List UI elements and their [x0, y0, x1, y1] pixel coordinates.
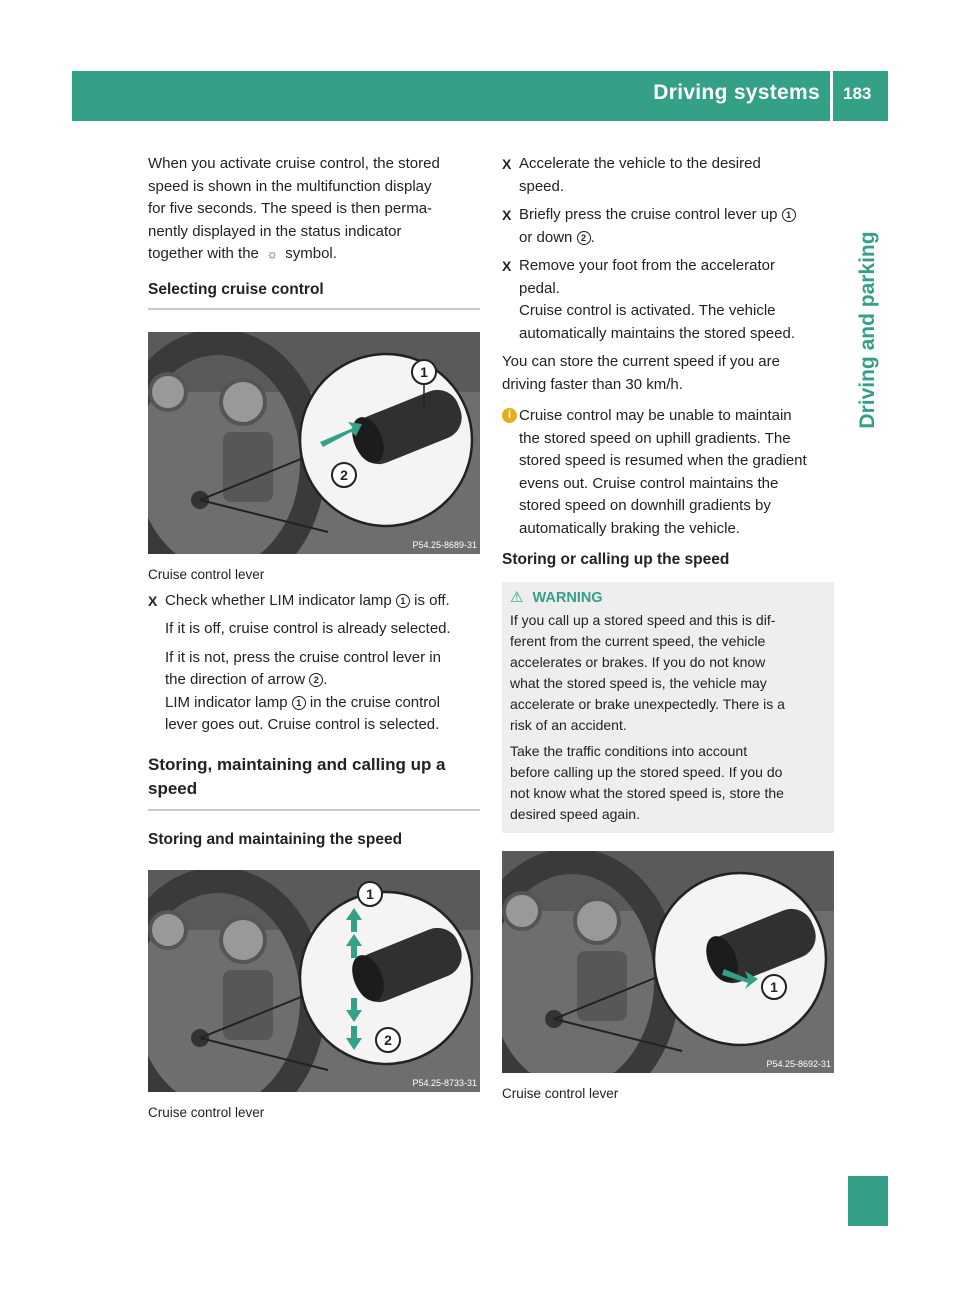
callout-1-icon: 1	[292, 696, 306, 710]
cruise-control-icon: ☼	[266, 247, 278, 261]
heading-line: speed	[148, 778, 198, 798]
lever-illustration-3	[502, 851, 834, 1073]
page-number: 183	[843, 84, 872, 103]
side-marker	[848, 1176, 888, 1226]
heading-calling: Storing or calling up the speed	[502, 551, 730, 568]
heading-storing	[148, 753, 480, 801]
step-text: LIM indicator lamp	[165, 693, 288, 711]
step-text-block	[148, 618, 480, 737]
heading-storing-maintaining: Storing and maintaining the speed	[148, 830, 403, 848]
step-check-lim	[148, 590, 480, 613]
callout-2-icon: 2	[577, 231, 591, 245]
step-marker-icon: X	[148, 592, 158, 609]
lever-illustration-1	[148, 332, 480, 554]
intro-text: symbol.	[285, 245, 337, 262]
callout-1: 1	[420, 363, 428, 380]
step-marker-icon: X	[502, 207, 512, 223]
step-text: or down	[519, 228, 573, 246]
heading-selecting: Selecting cruise control	[148, 280, 324, 298]
step-line: pedal.	[519, 279, 560, 297]
warning-line: ferent from the current speed, the vehicle	[510, 633, 766, 649]
step-line: If it is not, press the cruise control lever in	[165, 648, 441, 666]
heading-line: Storing, maintaining and calling up a	[148, 754, 446, 774]
info-line: evens out. Cruise control maintains the	[519, 474, 779, 492]
figure-caption: Cruise control lever	[148, 566, 265, 582]
step-marker-icon: X	[502, 156, 512, 172]
section-title: Driving systems	[653, 81, 820, 104]
store-paragraph	[502, 351, 834, 396]
info-line: stored speed is resumed when the gradient	[519, 452, 807, 469]
step-text: Check whether LIM indicator lamp	[165, 591, 392, 609]
header-divider	[830, 71, 833, 121]
info-line: Cruise control may be unable to maintain	[519, 407, 792, 424]
step-line: Remove your foot from the accelerator	[519, 257, 775, 274]
warning-box	[502, 582, 834, 833]
warning-line: If you call up a stored speed and this is dif-	[510, 612, 776, 628]
paragraph-line: You can store the current speed if you are	[502, 353, 780, 370]
step-line: lever goes out. Cruise control is selected.	[165, 716, 440, 733]
info-line: automatically braking the vehicle.	[519, 519, 740, 537]
figure-code: P54.25-8733-31	[412, 1077, 477, 1088]
step-text: is off.	[414, 591, 450, 609]
left-column	[148, 153, 480, 1122]
lever-illustration-2	[148, 870, 480, 1092]
step-line	[519, 204, 834, 227]
warning-line: before calling up the stored speed. If you do	[510, 764, 783, 780]
info-line: stored speed on downhill gradients by	[519, 497, 771, 514]
step-line: If it is off, cruise control is already selected.	[165, 620, 451, 637]
intro-line: nently displayed in the status indicator	[148, 222, 402, 240]
info-icon: i	[502, 408, 517, 423]
figure-caption: Cruise control lever	[148, 1104, 265, 1120]
callout-2: 2	[340, 466, 348, 483]
warning-line: accelerate or brake unexpectedly. There is a	[510, 696, 785, 712]
step-accelerate	[502, 153, 834, 198]
step-line: the direction of arrow 2 .	[165, 671, 328, 688]
figure-cruise-lever-3	[502, 851, 834, 1073]
warning-triangle-icon: ⚠	[510, 589, 524, 606]
warning-header	[510, 588, 828, 608]
figure-cruise-lever-1	[148, 332, 480, 554]
warning-line: desired speed again.	[510, 806, 640, 822]
step-line: speed.	[519, 177, 565, 195]
callout-1-icon: 1	[396, 594, 410, 608]
callout-1: 1	[770, 979, 778, 995]
heading-rule	[148, 809, 480, 811]
intro-line: speed is shown in the multifunction display	[148, 177, 432, 195]
intro-line: for five seconds. The speed is then perma-	[148, 200, 433, 217]
callout-1: 1	[366, 885, 374, 902]
paragraph-line: driving faster than 30 km/h.	[502, 375, 683, 393]
info-note	[502, 405, 834, 540]
warning-paragraph	[510, 741, 828, 825]
callout-1-icon: 1	[782, 208, 796, 222]
warning-paragraph	[510, 610, 828, 736]
figure-cruise-lever-2	[148, 870, 480, 1092]
warning-line: Take the traffic conditions into account	[510, 743, 748, 759]
intro-text: together with the	[148, 245, 259, 262]
step-line: Cruise control is activated. The vehicle	[519, 302, 776, 319]
figure-caption: Cruise control lever	[502, 1086, 619, 1101]
info-line: the stored speed on uphill gradients. The	[519, 429, 791, 447]
step-line: or down 2 .	[519, 228, 595, 246]
step-line	[165, 692, 480, 715]
warning-line: accelerates or brakes. If you do not know	[510, 654, 766, 670]
warning-title: WARNING	[532, 590, 603, 606]
heading-rule	[148, 308, 480, 310]
callout-2: 2	[384, 1031, 392, 1048]
warning-line: what the stored speed is, the vehicle may	[510, 675, 767, 691]
step-line: Accelerate the vehicle to the desired	[519, 155, 761, 172]
intro-line: When you activate cruise control, the stored	[148, 155, 440, 172]
step-text: the direction of arrow	[165, 671, 306, 688]
warning-line: not know what the stored speed is, store the	[510, 785, 784, 801]
figure-code: P54.25-8692-31	[766, 1059, 831, 1069]
side-tab	[848, 231, 888, 429]
callout-2-icon: 2	[309, 673, 323, 687]
step-text: in the cruise control	[309, 693, 440, 711]
side-tab-label: Driving and parking	[856, 231, 879, 429]
header-bar	[72, 71, 888, 121]
step-remove-foot	[502, 255, 834, 345]
figure-code: P54.25-8689-31	[412, 539, 477, 550]
step-line: automatically maintains the stored speed.	[519, 324, 795, 342]
step-text: Briefly press the cruise control lever up	[519, 206, 778, 223]
step-press-lever	[502, 204, 834, 249]
warning-line: risk of an accident.	[510, 717, 627, 733]
intro-line	[148, 243, 480, 266]
right-column	[502, 153, 834, 1103]
step-marker-icon: X	[502, 258, 512, 274]
